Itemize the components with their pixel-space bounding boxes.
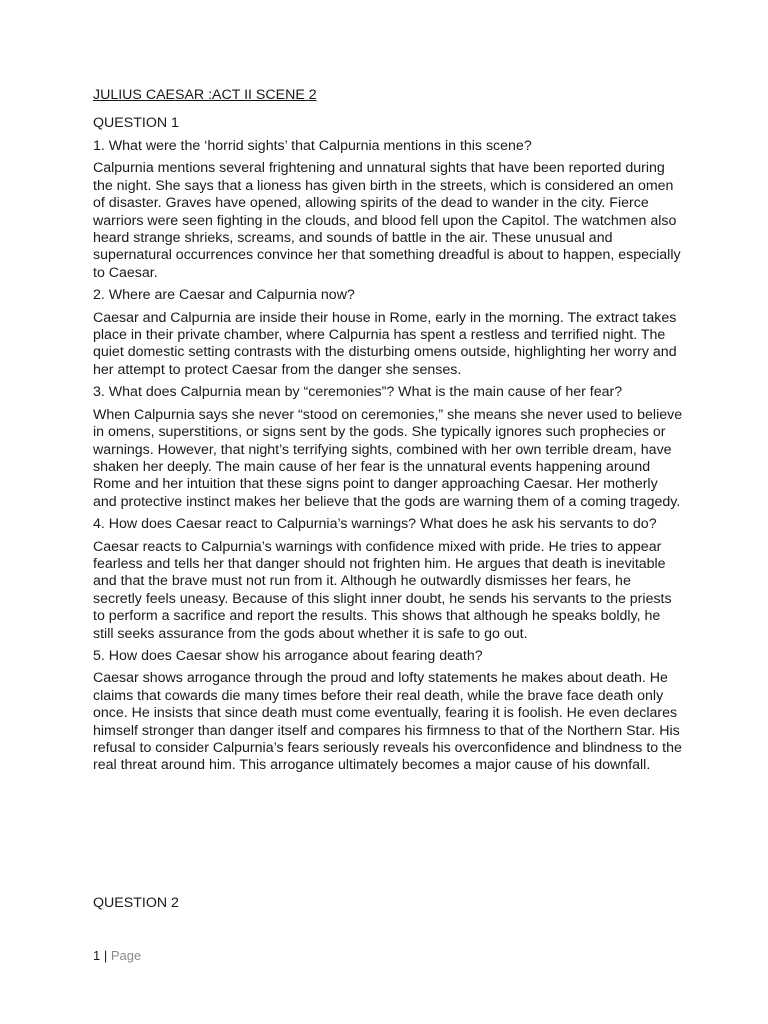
- answer-text: Calpurnia mentions several frightening and unnatural sights that have been reported during the night. She says that a lioness has given birth in the streets, which is considered an omen of disaster. Graves have opened, allowing spirits of the dead to wander in the city. Fierce warriors were seen fighting in the clouds, and blood fell upon the Capitol. The watchmen also heard strange shrieks, screams, and sounds of battle in the air. These unusual and supernatural occurrences convince her that something dreadful is about to happen, especially to Caesar.: [93, 160, 681, 281]
- page-separator: |: [100, 948, 111, 963]
- page-footer: [93, 947, 141, 965]
- question-text: 3. What does Calpurnia mean by “ceremonies”? What is the main cause of her fear?: [93, 384, 623, 401]
- page-word: Page: [110, 948, 142, 963]
- page-number: 1: [93, 948, 101, 963]
- answer-text: Caesar reacts to Calpurnia’s warnings with confidence mixed with pride. He tries to appear fearless and tells her that danger should not frighten him. He argues that death is inevitable and that the brave must not run from it. Although he outwardly dismisses her fears, he secretly feels uneasy. Because of this slight inner doubt, he sends his servants to the priests to perform a sacrifice and report the results. This shows that although he speaks boldly, he still seeks assurance from the gods about whether it is safe to go out.: [93, 538, 672, 642]
- qa-item-4: [93, 516, 683, 643]
- answer-text: When Calpurnia says she never “stood on ceremonies,” she means she never used to believe in omens, superstitions, or signs sent by the gods. She typically ignores such prophecies or warnings. However, that night’s terrifying sights, combined with her own terrible dream, have shaken her deeply. The main cause of her fear is the unnatural events happening around Rome and her intuition that these signs point to danger approaching Caesar. Her motherly and protective instinct makes her believe that the gods are warning them of a coming tragedy.: [93, 406, 683, 510]
- qa-item-1: [93, 138, 683, 282]
- document-title: JULIUS CAESAR :ACT II SCENE 2: [93, 87, 317, 103]
- section-label-question-2: QUESTION 2: [93, 895, 179, 911]
- document-body: [93, 86, 683, 780]
- question-text: 4. How does Caesar react to Calpurnia’s warnings? What does he ask his servants to do?: [93, 516, 657, 533]
- question-text: 5. How does Caesar show his arrogance about fearing death?: [93, 647, 483, 664]
- qa-item-5: [93, 648, 683, 775]
- question-text: 1. What were the ‘horrid sights’ that Calpurnia mentions in this scene?: [93, 138, 532, 154]
- section-label-question-1: QUESTION 1: [93, 115, 179, 131]
- question-text: 2. Where are Caesar and Calpurnia now?: [93, 287, 355, 304]
- qa-item-3: [93, 384, 683, 511]
- qa-item-2: [93, 287, 683, 379]
- answer-text: Caesar and Calpurnia are inside their house in Rome, early in the morning. The extract takes place in their private chamber, where Calpurnia has spent a restless and terrified night. The quiet domestic setting contrasts with the disturbing omens outside, highlighting her worry and her attempt to protect Caesar from the danger she senses.: [93, 309, 677, 378]
- answer-text: Caesar shows arrogance through the proud and lofty statements he makes about death. He claims that cowards die many times before their real death, while the brave face death only once. He insists that since death must come eventually, fearing it is foolish. He even declares himself stronger than danger itself and compares his firmness to that of the Northern Star. His refusal to consider Calpurnia’s fears seriously reveals his overconfidence and blindness to the real threat around him. This arrogance ultimately becomes a major cause of his downfall.: [93, 670, 682, 774]
